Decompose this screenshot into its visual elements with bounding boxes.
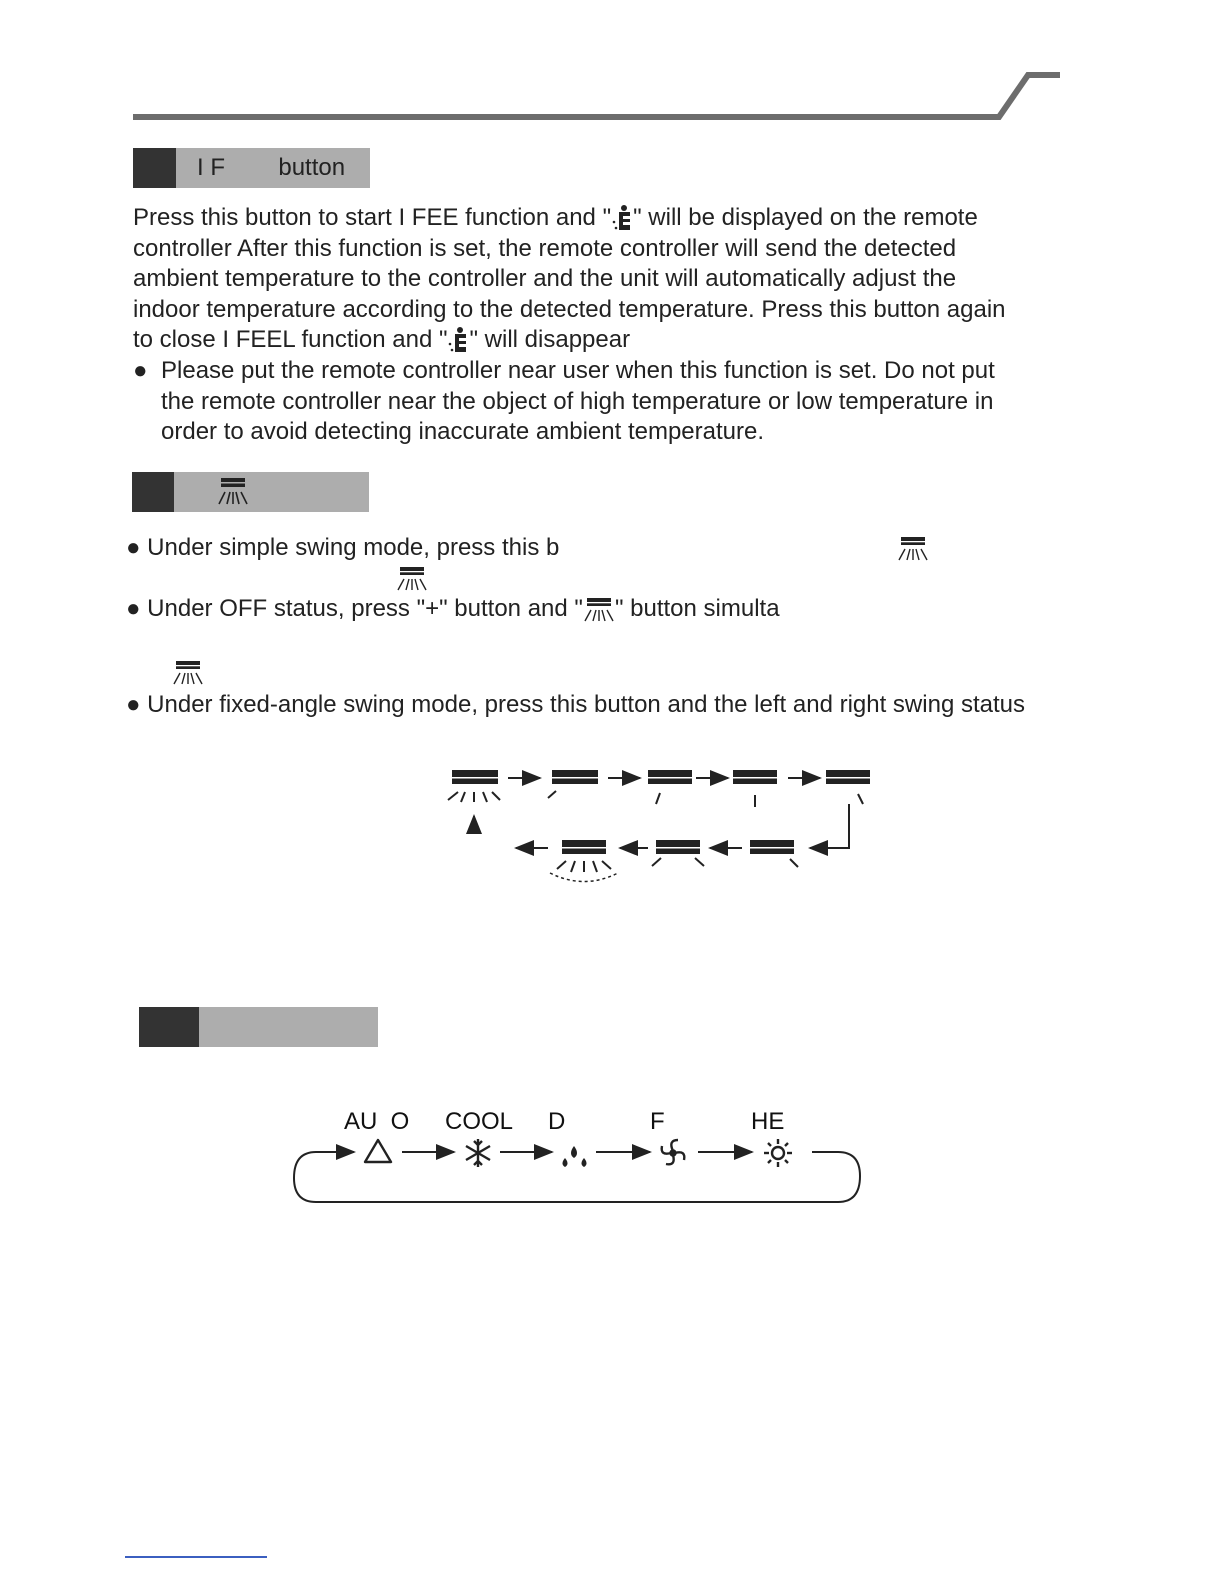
ifeel-line-1b: " will be displayed on the remote [633, 204, 978, 231]
section-header-ifeel [133, 148, 370, 188]
ifeel-line-2: controller After this function is set, the remote controller will send the detected [133, 234, 957, 262]
swing-sequence-diagram [430, 760, 890, 890]
swing-icon [897, 536, 929, 562]
ifeel-note-line-3: order to avoid detecting inaccurate ambient temperature. [161, 418, 765, 445]
swing-state-2 [648, 770, 692, 804]
section-title: I F button [197, 154, 346, 181]
section-number-box [139, 1007, 199, 1047]
swing-state-6 [652, 840, 704, 866]
header-rule [0, 0, 1224, 130]
swing-bullet-2 [126, 595, 780, 623]
mode-cycle-diagram [290, 1136, 866, 1210]
swing-state-4 [826, 770, 870, 804]
auto-icon [365, 1140, 391, 1162]
swing-state-oscillate [550, 840, 618, 882]
swing-bullet-2a: ● Under OFF status, press "+" button and " [126, 595, 583, 622]
ifeel-note-line-2: the remote controller near the object of high temperature or low temperature in [161, 387, 994, 415]
swing-bullet-1: ● Under simple swing mode, press this b [126, 534, 560, 561]
section-number-box [133, 148, 176, 188]
footer-link-underline [125, 1556, 267, 1558]
swing-icon [583, 597, 615, 623]
section-number-box [132, 472, 174, 512]
swing-icon [216, 477, 250, 507]
swing-state-3 [733, 770, 777, 807]
section-header-mode [139, 1007, 378, 1047]
mode-label-dry: D [548, 1108, 566, 1135]
sun-icon [764, 1139, 792, 1167]
swing-state-5 [750, 840, 798, 867]
ifeel-person-icon [611, 204, 633, 234]
ifeel-line-3: ambient temperature to the controller and the unit will automatically adjust the [133, 265, 957, 293]
swing-state-1 [548, 770, 598, 798]
mode-label-fan: F [650, 1108, 665, 1135]
ifeel-note [161, 356, 995, 448]
fan-icon [662, 1140, 685, 1164]
ifeel-note-bullet: ● [133, 357, 148, 384]
swing-bullet-2b: " button simulta [614, 595, 780, 622]
ifeel-line-5a: to close I FEEL function and " [133, 326, 448, 354]
ifeel-person-icon [447, 326, 469, 356]
swing-icon [172, 660, 204, 686]
drops-icon [563, 1146, 587, 1167]
swing-state-full [448, 770, 500, 802]
ifeel-paragraph [133, 203, 1006, 356]
swing-bullet-3: ● Under fixed-angle swing mode, press this button and the left and right swing status [126, 691, 1025, 718]
ifeel-line-1a: Press this button to start I FEE function and " [133, 204, 612, 231]
swing-icon [396, 566, 428, 592]
section-header-swing [132, 472, 369, 512]
snowflake-icon [466, 1139, 490, 1167]
ifeel-line-4: indoor temperature according to the detected temperature. Press this button again [133, 295, 1006, 323]
mode-label-heat: HE [751, 1108, 785, 1135]
ifeel-note-line-1: Please put the remote controller near user when this function is set. Do not put [161, 357, 995, 384]
mode-label-cool: COOL [445, 1108, 514, 1135]
mode-label-auto: AU O [344, 1108, 410, 1135]
ifeel-line-5b: " will disappear [469, 326, 631, 354]
